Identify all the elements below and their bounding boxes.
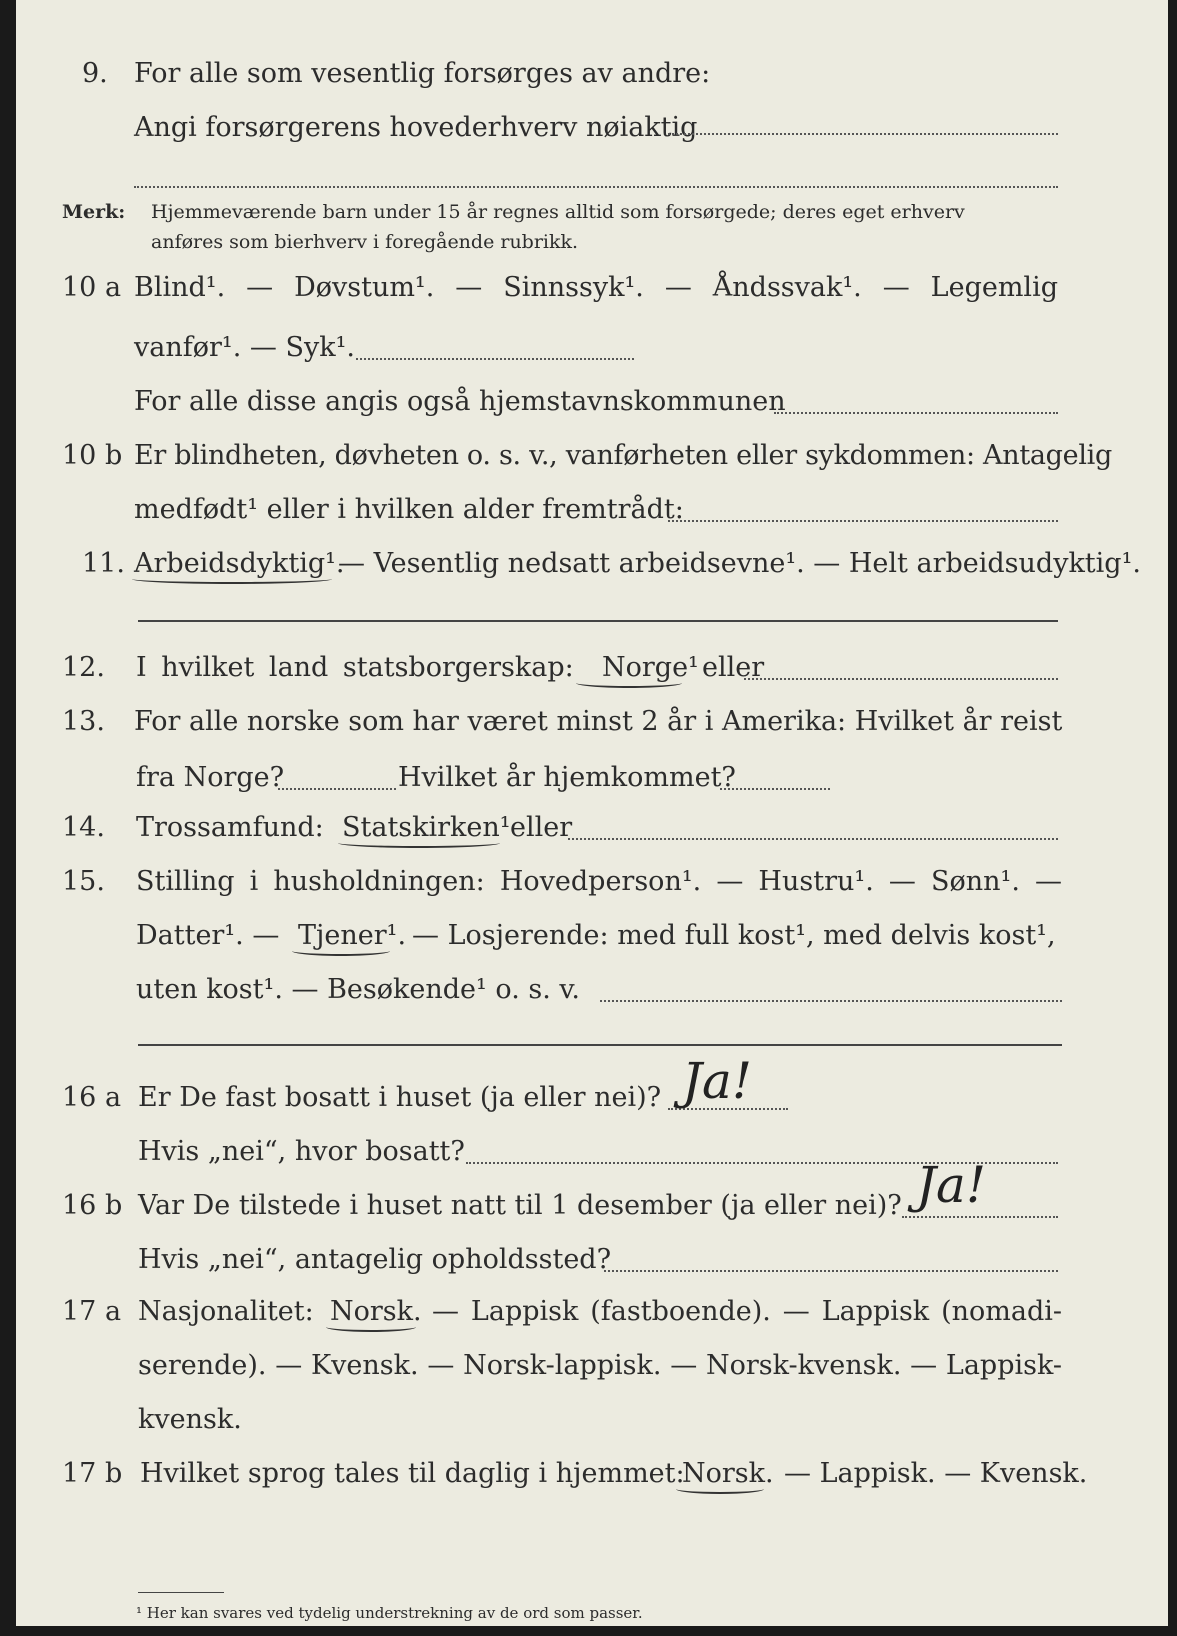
q9-line2: Angi forsørgerens hovederhverv nøiaktig <box>134 112 698 143</box>
q11-underline-mark <box>132 574 332 584</box>
item-number-16a: 16 a <box>62 1082 122 1113</box>
item-number-13: 13. <box>62 706 105 737</box>
q16a-line1: Er De fast bosatt i huset (ja eller nei)? <box>138 1082 662 1113</box>
q14-answer-line[interactable] <box>568 838 1058 840</box>
q16a-line2: Hvis „nei“, hvor bosatt? <box>138 1136 465 1167</box>
q15-answer-tjener: Tjener¹. <box>298 920 407 951</box>
q15-line2b: — Losjerende: med full kost¹, med delvis kost¹, <box>412 920 1056 951</box>
q17b-answer: Norsk. <box>682 1458 774 1489</box>
q17a-answer: Norsk. <box>330 1296 422 1327</box>
q15-answer-line-2[interactable] <box>138 1044 1062 1046</box>
item-number-11: 11. <box>82 548 125 579</box>
q15-line3: uten kost¹. — Besøkende¹ o. s. v. <box>136 974 581 1005</box>
footnote: ¹ Her kan svares ved tydelig understrekning av de ord som passer. <box>136 1604 643 1622</box>
q10a-hometown-line[interactable] <box>774 412 1058 414</box>
merk-line1: Hjemmeværende barn under 15 år regnes alltid som forsørgede; deres eget erhverv <box>151 201 965 223</box>
q10b-line2: medfødt¹ eller i hvilken alder fremtrådt: <box>134 494 684 525</box>
q10a-line3: For alle disse angis også hjemstavnskommunen <box>134 386 786 417</box>
q13-line2a: fra Norge? <box>136 762 285 793</box>
q13-year-left-line[interactable] <box>278 788 396 790</box>
q16a-handwritten-answer: Ja! <box>682 1052 752 1110</box>
q10b-answer-line[interactable] <box>668 520 1058 522</box>
census-form-page <box>16 0 1168 1626</box>
q12-answer-line[interactable] <box>744 678 1058 680</box>
q15-answer-line[interactable] <box>600 1000 1062 1002</box>
item-number-10a: 10 a <box>62 272 122 303</box>
item-number-14: 14. <box>62 812 105 843</box>
item-number-17a: 17 a <box>62 1296 122 1327</box>
q11-answer-line[interactable] <box>138 620 1058 622</box>
q11-rest: — Vesentlig nedsatt arbeidsevne¹. — Helt arbeidsudyktig¹. <box>338 548 1141 579</box>
item-number-12: 12. <box>62 652 105 683</box>
merk-label: Merk: <box>62 201 126 223</box>
q17b-rest: — Lappisk. — Kvensk. <box>784 1458 1088 1489</box>
q15-line2a: Datter¹. — <box>136 920 280 951</box>
q17a-label: Nasjonalitet: <box>138 1296 314 1327</box>
item-number-17b: 17 b <box>62 1458 123 1489</box>
item-number-9: 9. <box>82 58 108 89</box>
q9-answer-line[interactable] <box>668 133 1058 135</box>
q10b-line1: Er blindheten, døvheten o. s. v., vanførheten eller sykdommen: Antagelig <box>134 440 1112 471</box>
merk-line2: anføres som bierhverv i foregående rubrikk. <box>151 231 579 253</box>
q15-line1: Stilling i husholdningen: Hovedperson¹. — Hustru¹. — Sønn¹. — <box>136 866 1062 897</box>
q10a-line1: Blind¹. — Døvstum¹. — Sinnssyk¹. — Åndssvak¹. — Legemlig <box>134 272 1058 303</box>
q17a-underline-mark <box>326 1322 416 1332</box>
q10a-answer-line[interactable] <box>356 358 634 360</box>
q17a-line3: kvensk. <box>138 1404 242 1435</box>
q17a-line1-rest: — Lappisk (fastboende). — Lappisk (nomadi- <box>432 1296 1062 1327</box>
q17b-underline-mark <box>676 1484 764 1494</box>
q17a-line2: serende). — Kvensk. — Norsk-lappisk. — Norsk-kvensk. — Lappisk- <box>138 1350 1062 1381</box>
q13-line2b: Hvilket år hjemkommet? <box>398 762 736 793</box>
item-number-10b: 10 b <box>62 440 123 471</box>
q16b-line1: Var De tilstede i huset natt til 1 desember (ja eller nei)? <box>138 1190 902 1221</box>
q13-line1: For alle norske som har været minst 2 år i Amerika: Hvilket år reist <box>134 706 1063 737</box>
q16b-line2: Hvis „nei“, antagelig opholdssted? <box>138 1244 612 1275</box>
q14-question: Trossamfund: <box>136 812 324 843</box>
q16b-answer-line[interactable] <box>902 1216 1058 1218</box>
q12-question: I hvilket land statsborgerskap: <box>136 652 574 683</box>
q14-eller: eller <box>510 812 573 843</box>
q9-answer-line-2[interactable] <box>134 186 1058 188</box>
q14-underline-mark <box>338 838 500 848</box>
q13-year-returned-line[interactable] <box>720 788 830 790</box>
q11-selected: Arbeidsdyktig¹. <box>134 548 345 579</box>
q10a-line2: vanfør¹. — Syk¹. <box>134 332 355 363</box>
q9-line1: For alle som vesentlig forsørges av andre: <box>134 58 711 89</box>
q16b-where-line[interactable] <box>604 1270 1058 1272</box>
item-number-16b: 16 b <box>62 1190 123 1221</box>
q16b-handwritten-answer: Ja! <box>916 1156 986 1214</box>
q15-underline-mark <box>292 946 390 956</box>
q17b-question: Hvilket sprog tales til daglig i hjemmet: <box>140 1458 685 1489</box>
q12-underline-mark <box>576 678 682 688</box>
q12-answer-norge: Norge¹ <box>602 652 699 683</box>
footnote-divider <box>138 1592 224 1593</box>
item-number-15: 15. <box>62 866 105 897</box>
q12-eller: eller <box>702 652 765 683</box>
q14-answer: Statskirken¹ <box>342 812 511 843</box>
